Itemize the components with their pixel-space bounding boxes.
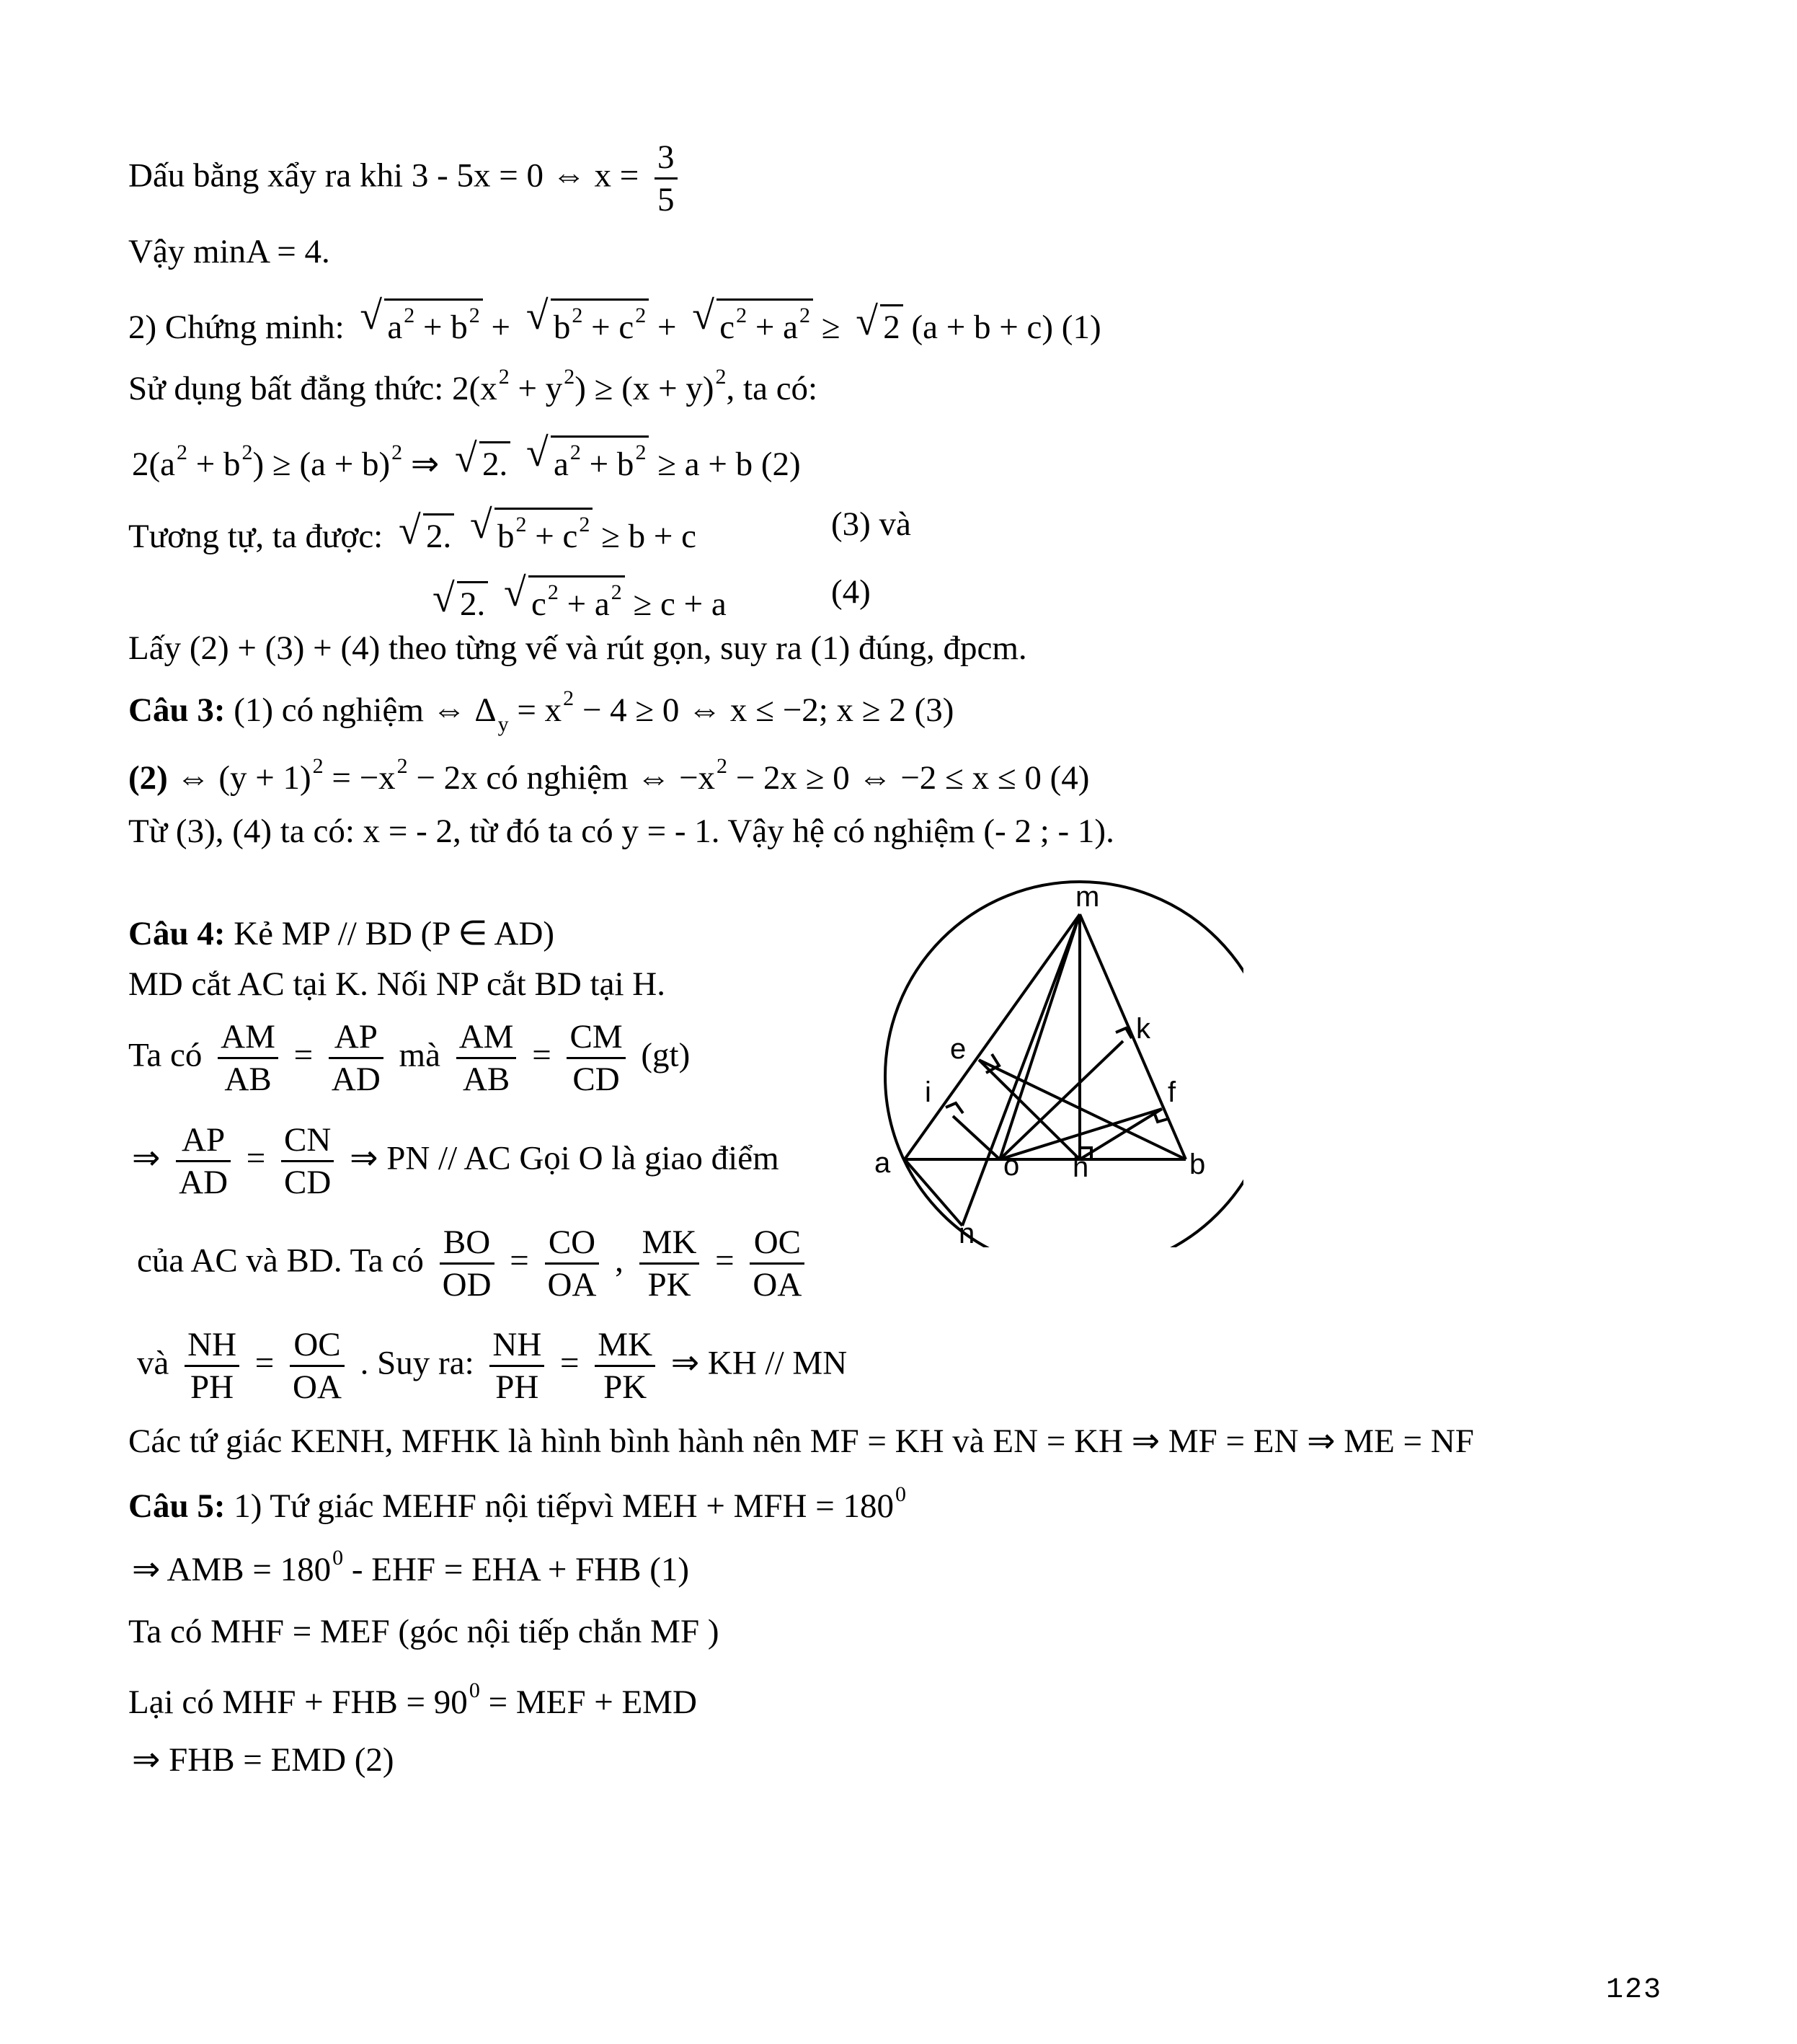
exponent: 2 <box>241 441 253 464</box>
exponent: 2 <box>498 365 510 389</box>
denominator: AB <box>224 1061 272 1099</box>
text: = MEF + EMD <box>479 1684 697 1721</box>
label-n: n <box>959 1218 975 1247</box>
denominator: AD <box>179 1164 228 1202</box>
equals: = <box>254 1344 275 1382</box>
numerator: NH <box>185 1324 239 1367</box>
fraction <box>750 1222 804 1306</box>
sqrt <box>397 508 454 555</box>
text: Lại có MHF + FHB = 90 <box>128 1684 468 1721</box>
right-angle-mark-i <box>946 1103 963 1113</box>
label-i: i <box>925 1076 931 1108</box>
denominator: PH <box>190 1368 234 1407</box>
text: − 2x ≥ 0 ⇔ −2 ≤ x ≤ 0 (4) <box>727 759 1090 797</box>
line-construction: MD cắt AC tại K. Nối NP cắt BD tại H. <box>128 965 665 1003</box>
radicand: 2. <box>423 513 454 554</box>
line-ratio-2 <box>132 1120 779 1203</box>
text: ) ≥ (a + b) <box>252 446 391 483</box>
denominator: PH <box>495 1368 539 1407</box>
numerator: CN <box>281 1120 334 1162</box>
segment-eb <box>979 1060 1186 1159</box>
exponent: 2 <box>635 441 647 464</box>
line-question-5 <box>128 1484 906 1523</box>
exponent: 2 <box>715 365 727 389</box>
plus: + <box>491 309 519 346</box>
fraction <box>489 1324 544 1408</box>
text: của AC và BD. Ta có <box>137 1242 432 1280</box>
numerator: AP <box>329 1017 383 1059</box>
exponent: 2 <box>469 304 480 327</box>
text: - EHF = EHA + FHB (1) <box>343 1551 690 1588</box>
equals: = <box>532 1036 551 1074</box>
sqrt <box>525 430 649 483</box>
exponent: 2 <box>572 304 583 327</box>
term: + c <box>582 309 634 346</box>
label-e: e <box>950 1033 967 1065</box>
numerator: CO <box>545 1222 600 1265</box>
line-equation-2 <box>128 756 1089 795</box>
sqrt <box>854 299 903 346</box>
text: ≥ b + c <box>601 518 697 555</box>
exponent: 2 <box>563 686 574 710</box>
numerator: OC <box>750 1222 804 1265</box>
equals: = <box>560 1344 580 1382</box>
label-o: o <box>1003 1150 1020 1182</box>
fraction <box>639 1222 700 1306</box>
text: + b <box>187 446 241 483</box>
line-system-solution: Từ (3), (4) ta có: x = - 2, từ đó ta có y = - 1. Vậy hệ có nghiệm (- 2 ; - 1). <box>128 813 1114 850</box>
numerator: BO <box>440 1222 494 1265</box>
segment-an <box>905 1159 962 1226</box>
sqrt <box>358 293 482 346</box>
subscript: y <box>497 712 509 736</box>
denominator: OA <box>293 1368 342 1407</box>
denominator: PK <box>647 1266 691 1304</box>
sqrt <box>691 293 813 346</box>
line-step-3 <box>128 503 911 555</box>
fraction <box>456 1017 517 1100</box>
geq: ≥ <box>821 309 849 346</box>
degree: 0 <box>895 1482 906 1506</box>
numerator: CM <box>567 1017 625 1059</box>
fraction <box>595 1324 655 1408</box>
line-angle-2: Ta có MHF = MEF (góc nội tiếp chắn MF ) <box>128 1613 719 1650</box>
line-proof-statement <box>128 293 1101 346</box>
denominator: OD <box>442 1266 492 1304</box>
text: . Suy ra: <box>360 1344 483 1382</box>
text: + y <box>509 370 563 407</box>
text: = x <box>508 691 562 729</box>
term: + a <box>558 585 610 623</box>
sqrt <box>525 293 649 346</box>
term: b <box>553 309 571 346</box>
text: ⇒ <box>402 446 440 483</box>
radicand: 2. <box>457 581 488 621</box>
page-number: 123 <box>1606 1974 1663 2007</box>
term: a <box>554 446 569 483</box>
term: c <box>531 585 546 623</box>
radical-sign: √ <box>692 293 714 338</box>
label-b: b <box>1189 1149 1206 1180</box>
line-conclusion-part-2: Lấy (2) + (3) + (4) theo từng vế và rút gọn, suy ra (1) đúng, đpcm. <box>128 629 1027 667</box>
term: + a <box>747 309 798 346</box>
denominator: AD <box>331 1061 381 1099</box>
term: c <box>719 309 735 346</box>
fraction <box>329 1017 383 1100</box>
label-k: k <box>1136 1013 1150 1045</box>
radical-sign: √ <box>469 503 492 547</box>
radical-sign: √ <box>526 430 549 475</box>
numerator: AM <box>218 1017 278 1059</box>
text: ) ≥ (x + y) <box>574 370 714 407</box>
label-h: h <box>1073 1151 1089 1183</box>
radicand <box>716 298 813 345</box>
plus: + <box>657 309 685 346</box>
numerator: OC <box>290 1324 345 1367</box>
term: a <box>387 309 403 346</box>
equation-tag: (4) <box>831 573 871 611</box>
denominator: CD <box>572 1061 620 1099</box>
text: ≥ a + b (2) <box>657 446 801 483</box>
equals: = <box>246 1139 266 1177</box>
text: và <box>137 1344 178 1382</box>
denominator: 5 <box>657 181 675 219</box>
line-step-4 <box>425 570 871 623</box>
line-ratio-1 <box>128 1017 690 1100</box>
equals: = <box>715 1242 735 1280</box>
exponent: 2 <box>799 304 810 327</box>
denominator: OA <box>753 1266 802 1304</box>
exponent: 2 <box>177 441 188 464</box>
fraction <box>185 1324 239 1408</box>
radicand <box>528 575 625 621</box>
radicand <box>494 508 593 554</box>
numerator: MK <box>595 1324 655 1367</box>
text: ⇒ AMB = 180 <box>132 1551 332 1588</box>
text: Dấu bằng xẩy ra khi 3 - 5x = 0 ⇔ x = <box>128 156 648 195</box>
equation-label: (2) <box>128 759 168 797</box>
text: , ta có: <box>726 370 818 407</box>
line-parallelograms: Các tứ giác KENH, MFHK là hình bình hành nên MF = KH và EN = KH ⇒ MF = EN ⇒ ME = NF <box>128 1423 1474 1460</box>
line-question-4 <box>128 917 554 951</box>
text: Ta có <box>128 1036 211 1074</box>
text: ⇒ <box>132 1139 169 1177</box>
exponent: 2 <box>391 441 403 464</box>
line-ratio-3 <box>137 1222 812 1306</box>
text: ⇒ PN // AC Gọi O là giao điểm <box>350 1139 779 1177</box>
radical-sign: √ <box>455 436 477 481</box>
term: + b <box>580 446 634 483</box>
numerator: AP <box>176 1120 231 1162</box>
question-label: Câu 3: <box>128 691 226 729</box>
radicand: 2. <box>479 441 510 482</box>
line-angle-4: ⇒ FHB = EMD (2) <box>132 1741 394 1779</box>
radicand: 2 <box>880 304 903 345</box>
question-label: Câu 4: <box>128 915 226 952</box>
radical-sign: √ <box>504 570 526 615</box>
exponent: 2 <box>404 304 415 327</box>
text: − 2x có nghiệm ⇔ −x <box>407 759 715 797</box>
line-inequality-used <box>128 366 817 406</box>
equation-tag: (3) và <box>831 505 911 543</box>
exponent: 2 <box>515 513 527 536</box>
label-f: f <box>1168 1076 1176 1108</box>
radical-sign: √ <box>360 293 383 338</box>
comma: , <box>615 1242 632 1280</box>
fraction <box>440 1222 494 1306</box>
radicand <box>551 298 649 345</box>
line-equality-condition <box>128 137 685 221</box>
label-m: m <box>1075 881 1100 913</box>
text: Kẻ MP // BD (P ∈ AD) <box>225 915 555 952</box>
text: Tương tự, ta được: <box>128 518 391 555</box>
denominator: PK <box>603 1368 647 1407</box>
exponent: 2 <box>611 580 622 604</box>
exponent: 2 <box>396 754 408 778</box>
sqrt <box>502 570 625 623</box>
geometry-figure <box>869 872 1243 1247</box>
line-angle-3 <box>128 1680 697 1720</box>
line-min-value: Vậy minA = 4. <box>128 233 330 270</box>
radical-sign: √ <box>856 299 878 344</box>
text: 2) Chứng minh: <box>128 309 353 346</box>
equals: = <box>293 1036 314 1074</box>
degree: 0 <box>469 1678 480 1702</box>
segment-mb <box>1080 914 1186 1159</box>
numerator: NH <box>489 1324 544 1367</box>
numerator: 3 <box>655 137 678 180</box>
exponent: 2 <box>736 304 747 327</box>
fraction <box>176 1120 231 1203</box>
term: b <box>497 518 515 555</box>
radical-sign: √ <box>398 508 421 553</box>
radical-sign: √ <box>525 293 549 338</box>
fraction <box>281 1120 334 1203</box>
fraction <box>655 137 678 221</box>
line-step-2 <box>132 430 801 483</box>
line-question-3 <box>128 688 954 735</box>
numerator: MK <box>639 1222 700 1265</box>
text: − 4 ≥ 0 ⇔ x ≤ −2; x ≥ 2 (3) <box>574 691 954 729</box>
exponent: 2 <box>635 304 647 327</box>
radicand <box>551 435 649 482</box>
text: 2(a <box>132 446 176 483</box>
term: + b <box>414 309 468 346</box>
line-ratio-4 <box>137 1324 847 1408</box>
denominator: OA <box>547 1266 597 1304</box>
fraction <box>567 1017 625 1100</box>
text: ⇔ (y + 1) <box>167 759 311 797</box>
text: 1) Tứ giác MEHF nội tiếpvì MEH + MFH = 180 <box>225 1487 894 1525</box>
radicand <box>384 298 482 345</box>
text: mà <box>399 1036 449 1074</box>
sqrt <box>469 503 593 555</box>
exponent: 2 <box>579 513 590 536</box>
line-angle-1 <box>132 1547 689 1587</box>
text: ≥ c + a <box>633 585 727 623</box>
exponent: 2 <box>569 441 581 464</box>
question-label: Câu 5: <box>128 1487 226 1525</box>
exponent: 2 <box>547 580 559 604</box>
text: (gt) <box>641 1036 691 1074</box>
text: ⇒ KH // MN <box>670 1344 848 1382</box>
segment-io <box>953 1116 1000 1159</box>
text: (1) có nghiệm ⇔ Δ <box>225 691 497 729</box>
exponent: 2 <box>564 365 575 389</box>
denominator: AB <box>462 1061 510 1099</box>
numerator: AM <box>456 1017 517 1059</box>
fraction <box>290 1324 345 1408</box>
sqrt <box>453 436 510 483</box>
equals: = <box>510 1242 529 1280</box>
exponent: 2 <box>312 754 324 778</box>
fraction <box>218 1017 278 1100</box>
text: = −x <box>323 759 396 797</box>
text: (a + b + c) (1) <box>911 309 1101 346</box>
label-a: a <box>874 1147 891 1179</box>
exponent: 2 <box>716 754 727 778</box>
degree: 0 <box>332 1546 344 1570</box>
denominator: CD <box>284 1164 332 1202</box>
sqrt <box>431 576 488 623</box>
text: Sử dụng bất đẳng thức: 2(x <box>128 370 497 407</box>
term: + c <box>526 518 578 555</box>
radical-sign: √ <box>432 576 455 621</box>
fraction <box>545 1222 600 1306</box>
segment-mn <box>962 914 1080 1226</box>
